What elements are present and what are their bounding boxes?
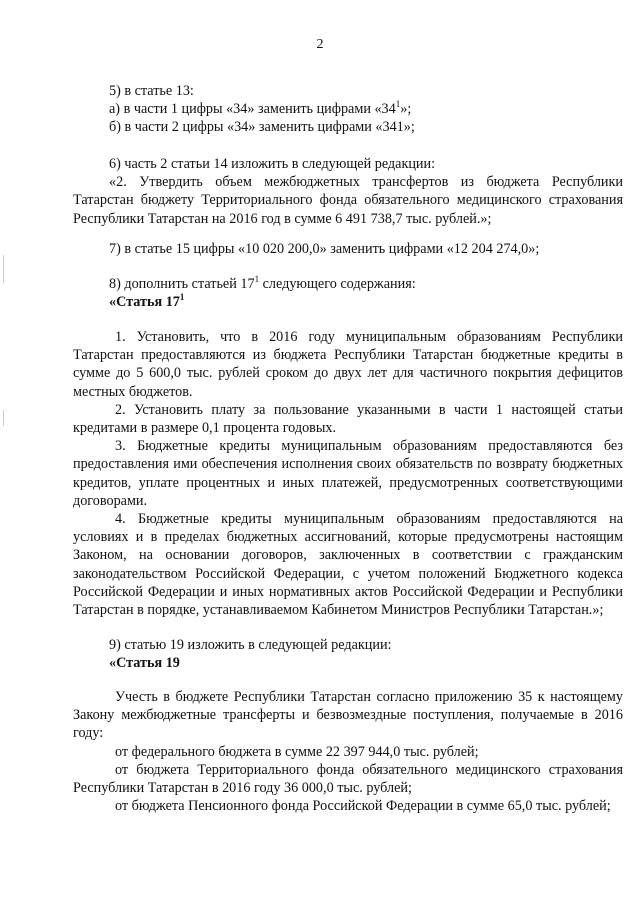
item-5-heading: 5) в статье 13:: [109, 83, 194, 99]
article-17-1-part-2: 2. Установить плату за пользование указанными в части 1 настоящей статьи кредитами в размере 0,1 процента годовых.: [73, 401, 623, 437]
article-17-1-part-3: 3. Бюджетные кредиты муниципальным образованиям предоставляются без предоставления ими обеспечения исполнения своих обязательств по возврату бюджетных кредитов, уплате процентных и иных платежей, предусмотренных соответствующими договорами.: [73, 438, 623, 509]
item-5-subitem-b: б) в части 2 цифры «34» заменить цифрами «341»;: [109, 119, 415, 136]
article-17-1-part-1: 1. Установить, что в 2016 году муниципальным образованиям Республики Татарстан предоставляются из бюджета Республики Татарстан бюджетные кредиты в сумме до 5 600,0 тыс. рублей сроком до двух лет для частичного покрытия дефицитов местных бюджетов.: [73, 329, 623, 400]
article-19-body: [73, 688, 623, 815]
item-7: [73, 240, 623, 258]
item-6: [73, 155, 623, 228]
article-19-line-federal: от федерального бюджета в сумме 22 397 944,0 тыс. рублей;: [115, 743, 479, 760]
article-19-title: «Статья 19: [109, 655, 180, 672]
article-19-line-pension-fund: от бюджета Пенсионного фонда Российской Федерации в сумме 65,0 тыс. рублей;: [115, 798, 611, 815]
item-9-heading: 9) статью 19 изложить в следующей редакции:: [109, 637, 392, 653]
item-5: [73, 82, 623, 137]
item-9: [73, 636, 623, 672]
item-6-heading: 6) часть 2 статьи 14 изложить в следующей редакции:: [109, 156, 436, 172]
scan-edge-mark: [3, 255, 4, 283]
article-17-1-body: [73, 328, 623, 619]
item-7-text: 7) в статье 15 цифры «10 020 200,0» заменить цифрами «12 204 274,0»;: [109, 241, 540, 257]
page-number: 2: [316, 37, 324, 52]
item-6-quote: «2. Утвердить объем межбюджетных трансфертов из бюджета Республики Татарстан бюджету Территориального фонда обязательного медицинского страхования Республики Татарстан на 2016 год в сумме 6 491 738,7 тыс. рублей.»;: [73, 174, 623, 227]
article-19-line-medical-fund: от бюджета Территориального фонда обязательного медицинского страхования Республики Татарстан в 2016 году 36 000,0 тыс. рублей;: [73, 761, 623, 797]
item-8-heading: 8) дополнить статьей $17^1$ следующего содержания:: [109, 274, 416, 292]
article-17-1-part-4: 4. Бюджетные кредиты муниципальным образованиям предоставляются на условиях и в пределах бюджетных ассигнований, которые предусмотрены настоящим Законом, на основании договоров, заключенных в соответствии с гражданским законодательством Российской Федерации, с учетом положений Бюджетного кодекса Российской Федерации и иных нормативных актов Российской Федерации и Республики Татарстан в порядке, устанавливаемом Кабинетом Министров Республики Татарстан.»;: [73, 511, 623, 619]
article-17-1-title: «Статья $17^1$: [109, 292, 185, 311]
article-19-intro: Учесть в бюджете Республики Татарстан согласно приложению 35 к настоящему Закону межбюджетные трансферты и безвозмездные поступления, получаемые в 2016 году:: [73, 689, 623, 742]
item-8: [73, 275, 623, 311]
item-5-subitem-a: а) в части 1 цифры «34» заменить цифрами «$34^1$»;: [109, 99, 412, 118]
scan-edge-mark: [3, 410, 4, 426]
